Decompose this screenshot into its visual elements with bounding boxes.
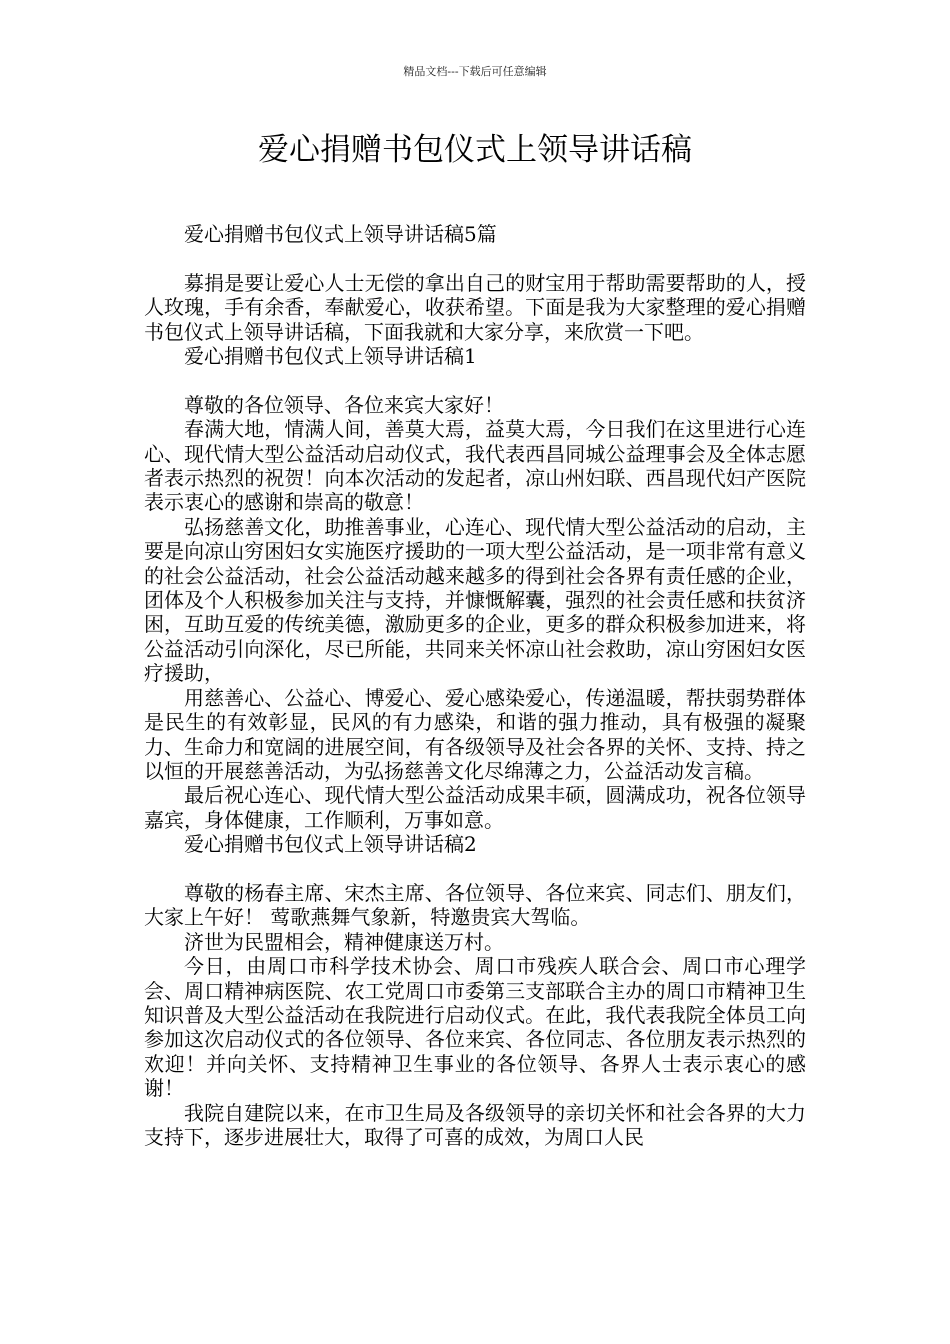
section-heading-1: 爱心捐赠书包仪式上领导讲话稿1	[184, 344, 477, 369]
body-paragraph: 春满大地，情满人间，善莫大焉，益莫大焉，今日我们在这里进行心连心、现代情大型公益活动启动仪式，我代表西昌同城公益理事会及全体志愿者表示热烈的祝贺！向本次活动的发起者，凉山州妇联、西昌现代妇产医院表示衷心的感谢和崇高的敬意！	[144, 417, 806, 515]
greeting-paragraph: 尊敬的杨春主席、宋杰主席、各位领导、各位来宾、同志们、朋友们，大家上午好！ 莺歌燕舞气象新，特邀贵宾大驾临。	[144, 880, 806, 930]
body-paragraph: 最后祝心连心、现代情大型公益活动成果丰硕，圆满成功，祝各位领导嘉宾，身体健康，工作顺利，万事如意。	[144, 783, 806, 832]
paragraph-gap	[144, 368, 806, 392]
body-paragraph: 济世为民盟相会，精神健康送万村。	[184, 929, 504, 954]
document-title: 爱心捐赠书包仪式上领导讲话稿	[258, 132, 692, 168]
body-paragraph: 我院自建院以来，在市卫生局及各级领导的亲切关怀和社会各界的大力支持下，逐步进展壮大，取得了可喜的成效，为周口人民	[144, 1100, 806, 1149]
subtitle-paragraph: 爱心捐赠书包仪式上领导讲话稿5篇	[184, 222, 497, 246]
section-heading-2: 爱心捐赠书包仪式上领导讲话稿2	[184, 832, 477, 857]
paragraph-gap	[144, 246, 806, 270]
body-paragraph: 用慈善心、公益心、博爱心、爱心感染爱心，传递温暖，帮扶弱势群体是民生的有效彰显，民风的有力感染，和谐的强力推动，具有极强的凝聚力、生命力和宽阔的进展空间，有各级领导及社会各界的关怀、支持、持之以恒的开展慈善活动，为弘扬慈善文化尽绵薄之力，公益活动发言稿。	[144, 685, 806, 783]
body-paragraph: 弘扬慈善文化，助推善事业，心连心、现代情大型公益活动的启动，主要是向凉山穷困妇女实施医疗援助的一项大型公益活动，是一项非常有意义的社会公益活动，社会公益活动越来越多的得到社会各界有责任感的企业，团体及个人积极参加关注与支持，并慷慨解囊，强烈的社会责任感和扶贫济困，互助互爱的传统美德，激励更多的企业，更多的群众积极参加进来，将公益活动引向深化，尽已所能，共同来关怀凉山社会救助，凉山穷困妇女医疗援助，	[144, 514, 806, 686]
body-paragraph: 今日，由周口市科学技术协会、周口市残疾人联合会、周口市心理学会、周口精神病医院、农工党周口市委第三支部联合主办的周口市精神卫生知识普及大型公益活动在我院进行启动仪式。在此，我代表我院全体员工向参加这次启动仪式的各位领导、各位来宾、各位同志、各位朋友表示热烈的欢迎！并向关怀、支持精神卫生事业的各位领导、各界人士表示衷心的感谢！	[144, 954, 806, 1101]
paragraph-gap	[144, 857, 806, 881]
header-note: 精品文档---下载后可任意编辑	[403, 65, 547, 78]
greeting-paragraph: 尊敬的各位领导、各位来宾大家好！	[184, 392, 504, 417]
intro-paragraph: 募捐是要让爱心人士无偿的拿出自己的财宝用于帮助需要帮助的人，授人玫瑰，手有余香，奉献爱心，收获希望。下面是我为大家整理的爱心捐赠书包仪式上领导讲话稿，下面我就和大家分享，来欣赏一下吧。	[144, 270, 806, 344]
document-body	[144, 222, 806, 1149]
